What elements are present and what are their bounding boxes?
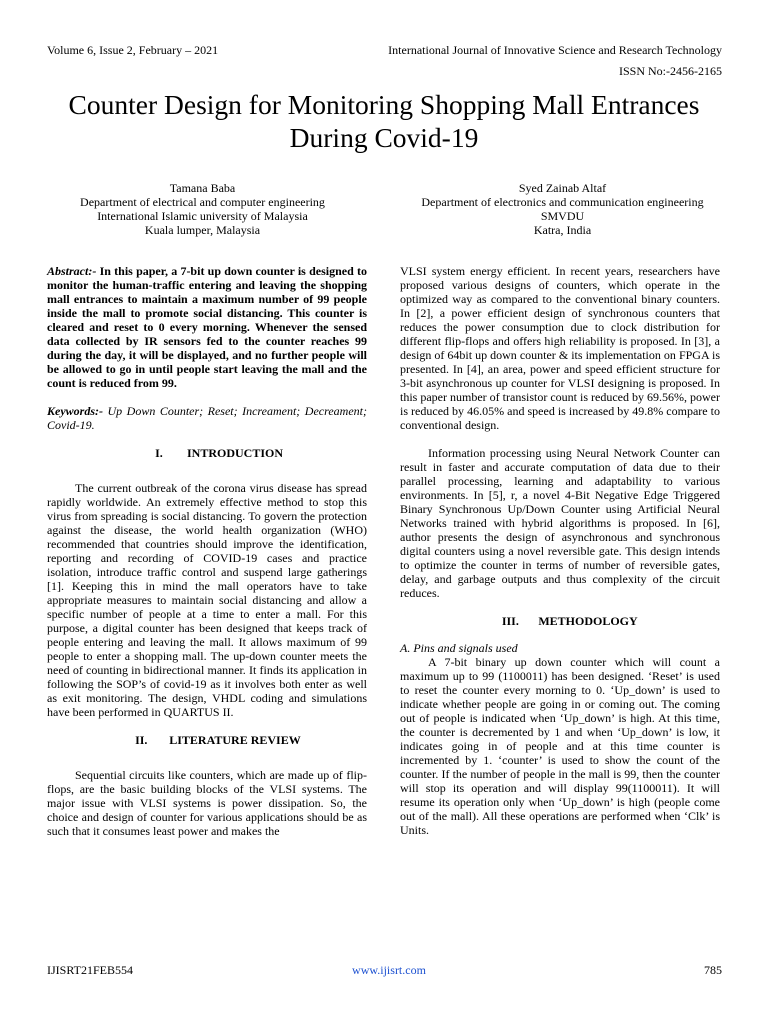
author-institution: International Islamic university of Malaysia bbox=[97, 209, 308, 223]
author-name: Syed Zainab Altaf bbox=[518, 181, 607, 195]
author-block-2 bbox=[390, 181, 735, 237]
author-location: Kuala lumper, Malaysia bbox=[144, 223, 261, 237]
author-block-1 bbox=[30, 181, 375, 237]
right-column bbox=[400, 264, 720, 837]
paper-id: IJISRT21FEB554 bbox=[47, 963, 133, 977]
abstract-text: In this paper, a 7-bit up down counter is designed to monitor the human-traffic entering and leaving the shopping mall entrances to maintain a maximum number of 99 people inside the mall to promote social distancing. This counter is cleared and reset to 0 every morning. Whenever the sensed data collected by IR sensors fed to the counter reaches 99 during the day, it will be displayed, and no further people will be allowed to go in until people start leaving the mall and the count is reduced from 99. bbox=[47, 264, 367, 390]
literature-paragraph-continued: VLSI system energy efficient. In recent years, researchers have proposed various designs of counters, which operate in the optimized way as compared to the conventional binary counters. In [2], a power efficient design of synchronous counters that reduces the power consumption due to clock distribution for different flip-flops and offers high reliability is proposed. In [3], a design of 64bit up down counter & its implementation on FPGA is presented. In [4], an area, power and speed efficient structure for 3-bit asynchronous up counter for VLSI designing is proposed. In this paper number of transistor count is reduced by 69.56%, power is reduced by 46.05% and speed is increased by 49.8% compare to conventional design. bbox=[400, 264, 720, 432]
section-number: I. bbox=[155, 446, 163, 460]
issn-number: ISSN No:-2456-2165 bbox=[618, 64, 722, 78]
methodology-paragraph: A 7-bit binary up down counter which will count a maximum up to 99 (1100011) has been designed. ‘Reset’ is used to reset the counter every morning to 0. ‘Up_down’ is used to indicate whether people are going in or coming out. The coming out of people is indicated when ‘Up_down’ is high. At this time, the counter is decremented by 1 and when ‘Up_down’ is low, it indicates going in of people and at this time counter is incremented by 1. ‘counter’ is used to show the count of the counter. If the number of people in the mall is 99, then the counter will stop its operation and will display 99(1100011). It will resume its operation only when ‘Up_down’ is high (people come out of the mall). All these operations are performed when ‘Clk’ is Units. bbox=[400, 655, 720, 837]
keywords-text: Up Down Counter; Reset; Increament; Decreament; Covid-19. bbox=[47, 404, 367, 432]
paper-title: Counter Design for Monitoring Shopping Mall Entrances During Covid-19 bbox=[68, 89, 700, 153]
abstract-label: Abstract:- bbox=[47, 264, 97, 278]
left-column bbox=[47, 264, 367, 838]
section-title: METHODOLOGY bbox=[538, 614, 638, 628]
section-heading-literature-review bbox=[47, 733, 367, 747]
author-location: Katra, India bbox=[533, 223, 592, 237]
author-name: Tamana Baba bbox=[169, 181, 236, 195]
section-title: LITERATURE REVIEW bbox=[169, 733, 301, 747]
journal-website-text[interactable]: www.ijisrt.com bbox=[352, 963, 426, 977]
running-header-volume: Volume 6, Issue 2, February – 2021 bbox=[47, 43, 219, 57]
introduction-paragraph: The current outbreak of the corona virus disease has spread rapidly worldwide. An extremely effective method to stop this virus from spreading is social distancing. To govern the protection against the disease, the world health organization (WHO) recommended that countries should improve the identification, reporting and recording of COVID-19 cases and practice isolation, introduce traffic control and suspend large gatherings [1]. Keeping this in mind the mall operators have to take appropriate measures to maintain social distancing and allow a specific number of people at a time to enter a mall. For this purpose, a digital counter has been designed that keeps track of people entering and leaving the mall. It allows maximum of 99 people to enter a shopping mall. The up-down counter meets the need of counting in bidirectional manner. It finds its application in following the SOP’s of covid-19 as it involves both enter as well as exit monitoring. The design, VHDL coding and simulations have been performed in QUARTUS II. bbox=[47, 481, 367, 719]
abstract bbox=[47, 264, 367, 390]
journal-website-link[interactable] bbox=[0, 963, 768, 977]
section-number: III. bbox=[501, 614, 519, 628]
section-title: INTRODUCTION bbox=[186, 446, 283, 460]
author-institution: SMVDU bbox=[540, 209, 585, 223]
author-department: Department of electronics and communication engineering bbox=[421, 195, 704, 209]
keywords-label: Keywords:- bbox=[47, 404, 103, 418]
page-number: 785 bbox=[704, 963, 722, 977]
section-heading-introduction bbox=[47, 446, 367, 460]
subsection-heading-pins: A. Pins and signals used bbox=[400, 641, 518, 655]
section-number: II. bbox=[135, 733, 148, 747]
running-header-journal: International Journal of Innovative Science and Research Technology bbox=[388, 43, 722, 57]
author-department: Department of electrical and computer engineering bbox=[80, 195, 325, 209]
keywords bbox=[47, 404, 367, 432]
literature-paragraph: Sequential circuits like counters, which are made up of flip-flops, are the basic building blocks of the VLSI systems. The major issue with VLSI systems is power dissipation. So, the choice and design of counter for various applications should be as such that it consumes least power and makes the bbox=[47, 768, 367, 838]
section-heading-methodology bbox=[400, 614, 720, 628]
literature-paragraph-2: Information processing using Neural Network Counter can result in faster and accurate computation of data due to their parallel processing, learning and adaptability to various environments. In [5], r, a novel 4-Bit Negative Edge Triggered Binary Synchronous Up/Down Counter using Artificial Neural Networks trained with hybrid algorithms is proposed. In [6], author presents the design of asynchronous and synchronous digital counters using a novel reversible gate. This design intends to optimize the counter in terms of number of reversible gates, delay, and garbage outputs and thus complexity of the circuit reduces. bbox=[400, 446, 720, 600]
